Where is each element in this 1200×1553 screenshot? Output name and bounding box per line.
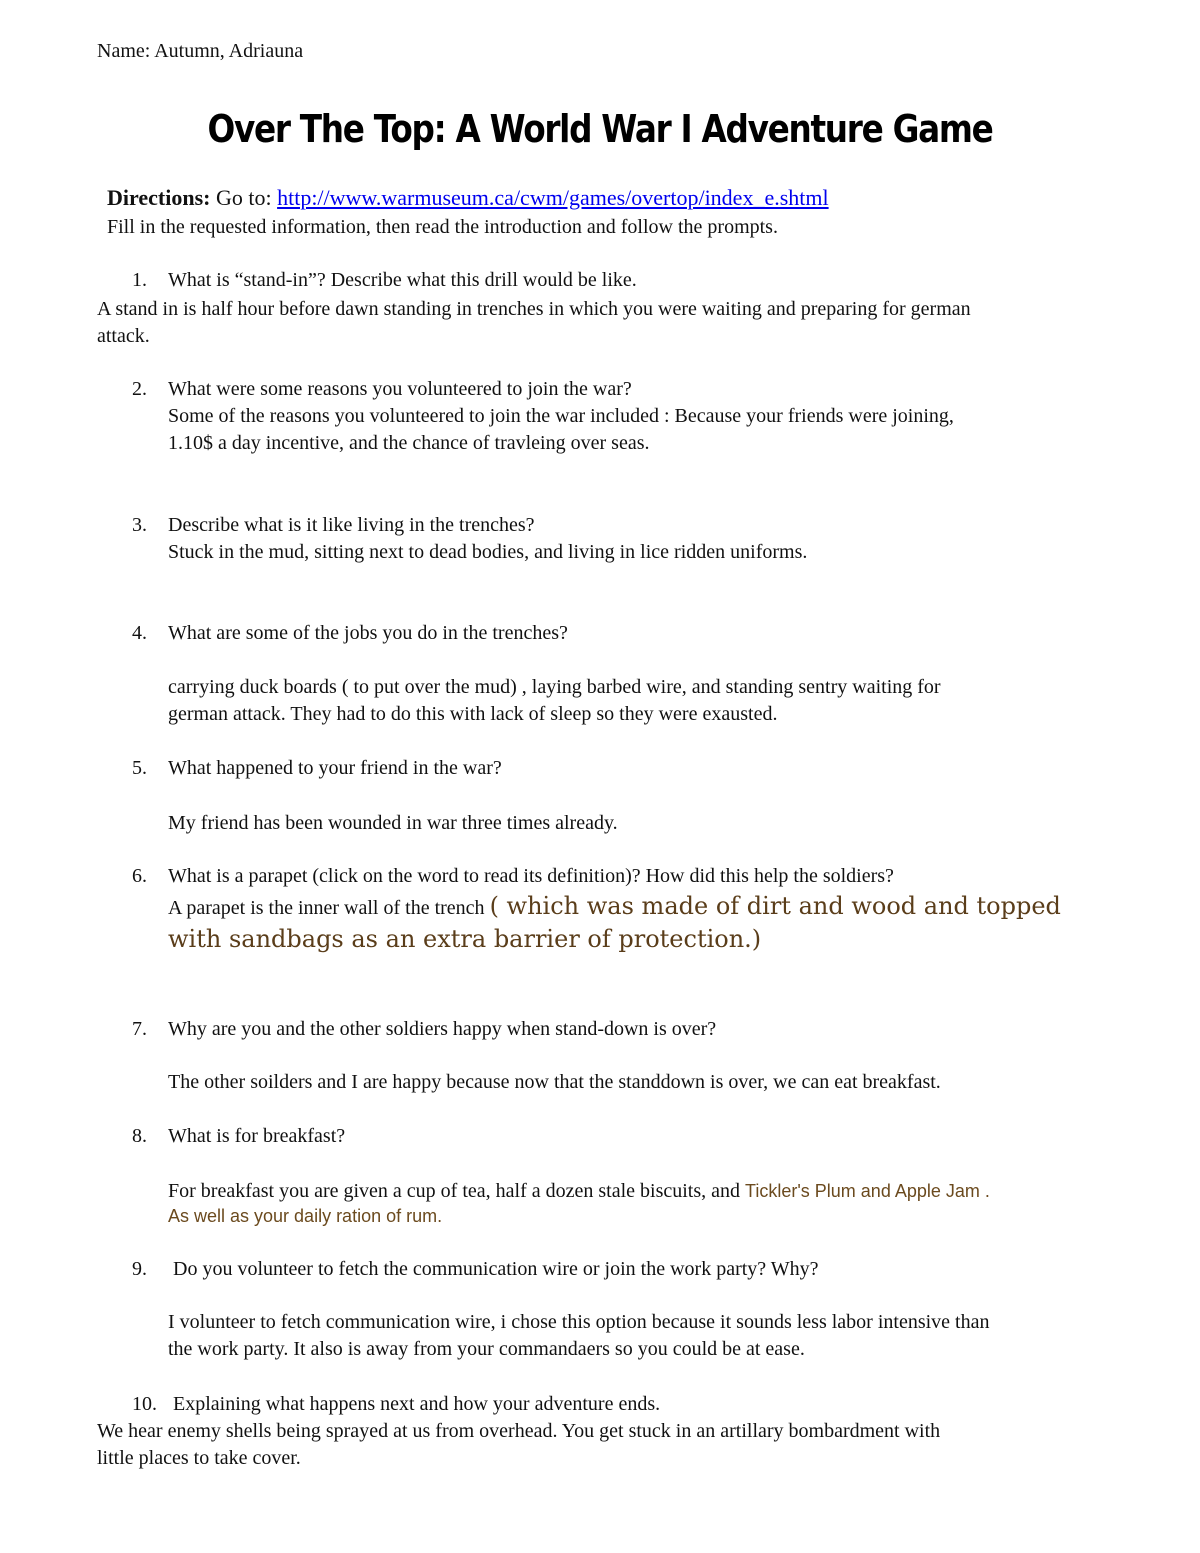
question-text: What is “stand-in”? Describe what this drill would be like. <box>168 269 637 291</box>
question-number: 4. <box>132 622 147 644</box>
question-number: 7. <box>132 1018 147 1040</box>
question-text: Why are you and the other soldiers happy when stand-down is over? <box>168 1018 717 1040</box>
question-8 <box>132 1123 345 1150</box>
question-number: 8. <box>132 1125 147 1147</box>
question-10 <box>132 1391 660 1418</box>
question-1 <box>132 267 637 294</box>
answer-6-highlight: ( which was made of dirt and wood and topped <box>489 892 1061 920</box>
directions-label: Directions: <box>107 185 211 210</box>
question-3 <box>132 512 535 539</box>
question-text: Do you volunteer to fetch the communication wire or join the work party? Why? <box>168 1258 819 1280</box>
question-number: 10. <box>132 1393 157 1415</box>
question-text: What is for breakfast? <box>168 1125 346 1147</box>
question-number: 3. <box>132 514 147 536</box>
student-name: Name: Autumn, Adriauna <box>97 40 304 62</box>
directions-instructions: Fill in the requested information, then read the introduction and follow the prompts. <box>107 216 778 238</box>
answer-4-line-2: german attack. They had to do this with lack of sleep so they were exausted. <box>168 703 778 725</box>
question-text: What happened to your friend in the war? <box>168 757 502 779</box>
answer-2-line-2: 1.10$ a day incentive, and the chance of travleing over seas. <box>168 432 650 454</box>
answer-4-line-1: carrying duck boards ( to put over the mud) , laying barbed wire, and standing sentry waiting for <box>168 676 941 698</box>
directions-go-to: Go to: <box>210 185 278 210</box>
answer-5-line-1: My friend has been wounded in war three times already. <box>168 812 618 834</box>
page-title: Over The Top: A World War I Adventure Game <box>207 107 993 151</box>
question-4 <box>132 620 568 647</box>
answer-1-line-2: attack. <box>97 325 150 347</box>
question-2 <box>132 376 632 403</box>
question-number: 5. <box>132 757 147 779</box>
answer-2-line-1: Some of the reasons you volunteered to join the war included : Because your friends were joining, <box>168 405 954 427</box>
question-text: What are some of the jobs you do in the trenches? <box>168 622 568 644</box>
answer-6-line-2: with sandbags as an extra barrier of protection.) <box>168 925 762 953</box>
answer-8-line-1 <box>168 1178 990 1205</box>
question-text: What is a parapet (click on the word to read its definition)? How did this help the soldiers? <box>168 865 894 887</box>
answer-8-line-2: As well as your daily ration of rum. <box>168 1206 443 1226</box>
question-5 <box>132 755 502 782</box>
answer-9-line-1: I volunteer to fetch communication wire, i chose this option because it sounds less labor intensive than <box>168 1311 990 1333</box>
question-6 <box>132 863 894 890</box>
question-7 <box>132 1016 716 1043</box>
question-text: Describe what is it like living in the trenches? <box>168 514 535 536</box>
answer-6-line-1 <box>168 893 1061 922</box>
question-text: What were some reasons you volunteered to join the war? <box>168 378 632 400</box>
answer-9-line-2: the work party. It also is away from your commandaers so you could be at ease. <box>168 1338 805 1360</box>
directions-line <box>107 184 829 212</box>
question-text: Explaining what happens next and how your adventure ends. <box>168 1393 661 1415</box>
answer-10-line-2: little places to take cover. <box>97 1447 301 1469</box>
answer-6-start: A parapet is the inner wall of the trench <box>168 897 490 919</box>
answer-1-line-1: A stand in is half hour before dawn standing in trenches in which you were waiting and preparing for german <box>97 298 971 320</box>
question-number: 2. <box>132 378 147 400</box>
answer-10-line-1: We hear enemy shells being sprayed at us from overhead. You get stuck in an artillary bombardment with <box>97 1420 941 1442</box>
question-number: 1. <box>132 269 147 291</box>
answer-7-line-1: The other soilders and I are happy because now that the standdown is over, we can eat breakfast. <box>168 1071 941 1093</box>
answer-3-line-1: Stuck in the mud, sitting next to dead bodies, and living in lice ridden uniforms. <box>168 541 808 563</box>
question-number: 9. <box>132 1258 147 1280</box>
question-number: 6. <box>132 865 147 887</box>
game-link[interactable]: http://www.warmuseum.ca/cwm/games/overtop/index_e.shtml <box>277 185 829 210</box>
answer-8-start: For breakfast you are given a cup of tea, half a dozen stale biscuits, and <box>168 1180 746 1202</box>
answer-8-jam: Tickler's Plum and Apple Jam . <box>745 1181 990 1201</box>
question-9 <box>132 1256 819 1283</box>
